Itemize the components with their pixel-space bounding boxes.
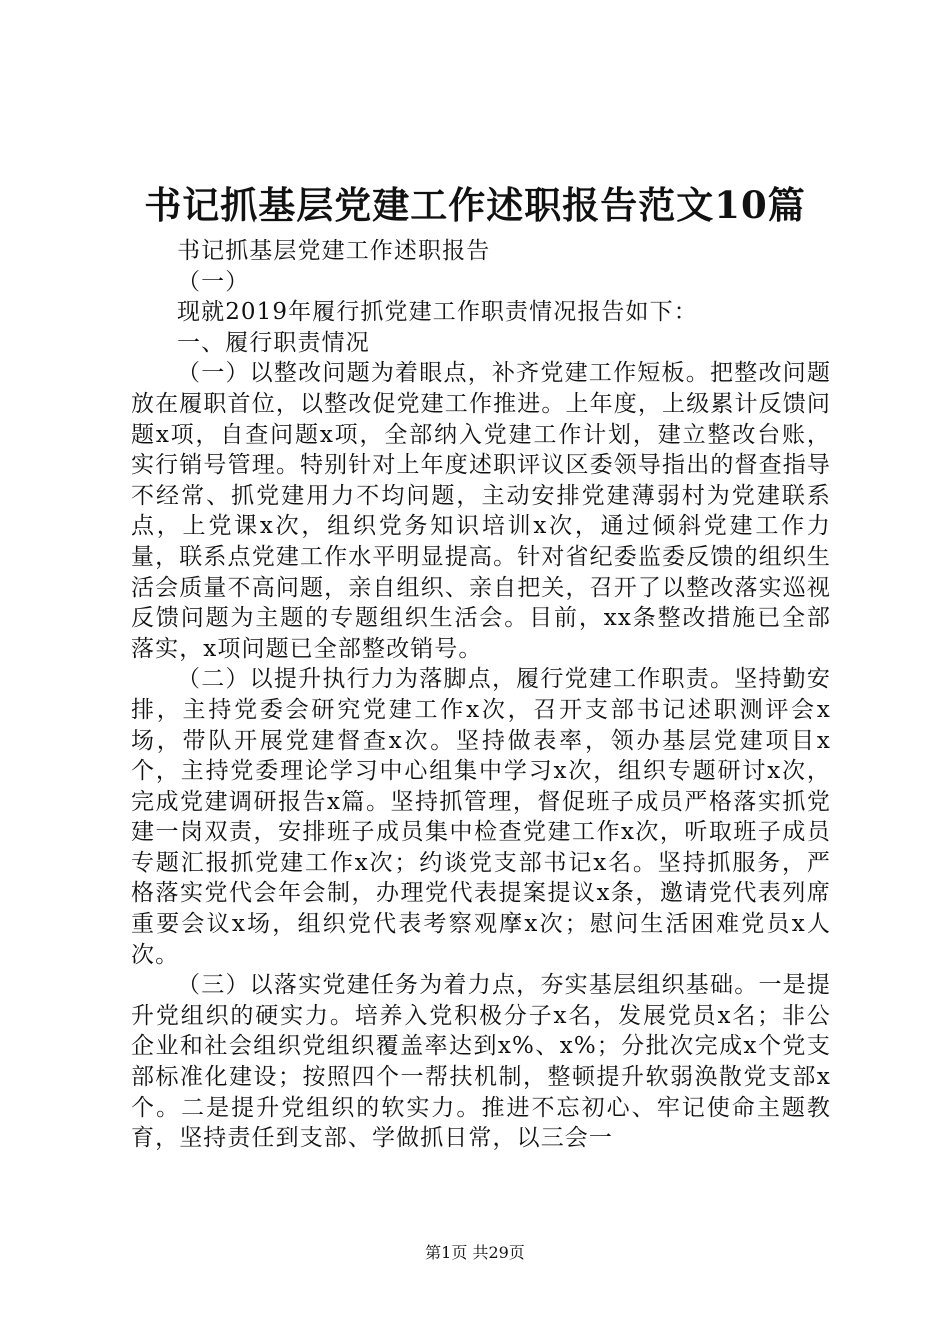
section-heading: 一、履行职责情况	[177, 329, 370, 356]
body-paragraph-1: （一）以整改问题为着眼点，补齐党建工作短板。把整改问题放在履职首位，以整改促党建工作推进。上年度，上级累计反馈问题x项，自查问题x项，全部纳入党建工作计划，建立整改台账，实行销号管理。特别针对上年度述职评议区委领导指出的督查指导不经常、抓党建用力不均问题，主动安排党建薄弱村为党建联系点，上党课x次，组织党务知识培训x次，通过倾斜党建工作力量，联系点党建工作水平明显提高。针对省纪委监委反馈的组织生活会质量不高问题，亲自组织、亲自把关，召开了以整改落实巡视反馈问题为主题的专题组织生活会。目前，xx条整改措施已全部落实，x项问题已全部整改销号。	[131, 360, 831, 662]
section-number: （一）	[177, 268, 250, 295]
intro-paragraph: 现就2019年履行抓党建工作职责情况报告如下：	[177, 299, 698, 326]
body-paragraph-2: （二）以提升执行力为落脚点，履行党建工作职责。坚持勤安排，主持党委会研究党建工作x次，召开支部书记述职测评会x场，带队开展党建督查x次。坚持做表率，领办基层党建项目x个，主持党委理论学习中心组集中学习x次，组织专题研讨x次，完成党建调研报告x篇。坚持抓管理，督促班子成员严格落实抓党建一岗双责，安排班子成员集中检查党建工作x次，听取班子成员专题汇报抓党建工作x次；约谈党支部书记x名。坚持抓服务，严格落实党代会年会制，办理党代表提案提议x条，邀请党代表列席重要会议x场，组织党代表考察观摩x次；慰问生活困难党员x人次。	[131, 666, 831, 968]
body-paragraph-3: （三）以落实党建任务为着力点，夯实基层组织基础。一是提升党组织的硬实力。培养入党积极分子x名，发展党员x名；非公企业和社会组织党组织覆盖率达到x%、x%；分批次完成x个党支部标准化建设；按照四个一帮扶机制，整顿提升软弱涣散党支部x个。二是提升党组织的软实力。推进不忘初心、牢记使命主题教育，坚持责任到支部、学做抓日常，以三会一	[131, 972, 831, 1152]
document-body	[131, 236, 831, 1154]
document-title: 书记抓基层党建工作述职报告范文10篇	[144, 183, 806, 227]
report-subtitle: 书记抓基层党建工作述职报告	[177, 238, 491, 264]
page-footer: 第1页 共29页	[425, 1243, 525, 1262]
